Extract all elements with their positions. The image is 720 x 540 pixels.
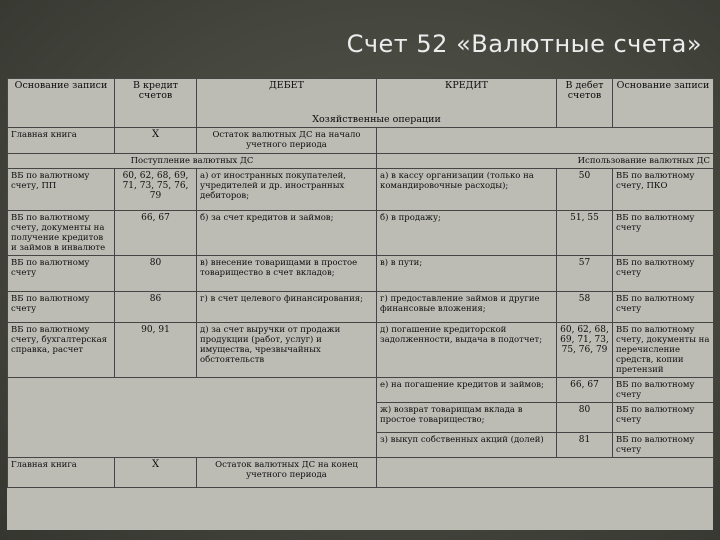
row-basis-left: ВБ по валютному счету bbox=[8, 255, 115, 291]
row-basis-right: ВБ по валютному счету bbox=[613, 210, 714, 255]
header-basis-right: Основание записи bbox=[613, 79, 714, 128]
row-accounts-right: 66, 67 bbox=[557, 377, 613, 402]
row-basis-right: ВБ по валютному счету bbox=[613, 402, 714, 432]
section-receipt: Поступление валютных ДС bbox=[8, 153, 377, 168]
table-row bbox=[8, 322, 714, 377]
account-table bbox=[7, 78, 713, 530]
row-accounts-right: 80 bbox=[557, 402, 613, 432]
row-basis-right: ВБ по валютному счету bbox=[613, 432, 714, 457]
row-credit-operation: е) на погашение кредитов и займов; bbox=[377, 377, 557, 402]
table-row bbox=[8, 168, 714, 210]
opening-text: Остаток валютных ДС на начало учетного периода bbox=[197, 127, 377, 153]
table-row bbox=[8, 291, 714, 322]
row-credit-operation: б) в продажу; bbox=[377, 210, 557, 255]
closing-accounts: Х bbox=[115, 457, 197, 487]
row-basis-left: ВБ по валютному счету, ПП bbox=[8, 168, 115, 210]
closing-basis: Главная книга bbox=[8, 457, 115, 487]
row-credit-operation: д) погашение кредиторской задолженности, выдача в подотчет; bbox=[377, 322, 557, 377]
row-accounts-left: 80 bbox=[115, 255, 197, 291]
row-accounts-right: 51, 55 bbox=[557, 210, 613, 255]
closing-text: Остаток валютных ДС на конец учетного периода bbox=[197, 457, 377, 487]
row-accounts-right: 57 bbox=[557, 255, 613, 291]
row-accounts-left: 60, 62, 68, 69, 71, 73, 75, 76, 79 bbox=[115, 168, 197, 210]
row-debit-operation: г) в счет целевого финансирования; bbox=[197, 291, 377, 322]
row-accounts-right: 81 bbox=[557, 432, 613, 457]
table-header-row bbox=[8, 79, 714, 113]
row-accounts-left: 66, 67 bbox=[115, 210, 197, 255]
header-basis-left: Основание записи bbox=[8, 79, 115, 128]
row-accounts-right: 50 bbox=[557, 168, 613, 210]
row-credit-operation: в) в пути; bbox=[377, 255, 557, 291]
row-credit-operation: г) предоставление займов и другие финансовые вложения; bbox=[377, 291, 557, 322]
slide-title: Счет 52 «Валютные счета» bbox=[346, 30, 702, 58]
row-basis-right: ВБ по валютному счету bbox=[613, 255, 714, 291]
row-debit-operation: в) внесение товарищами в простое товарищество в счет вкладов; bbox=[197, 255, 377, 291]
closing-balance-row bbox=[8, 457, 714, 487]
section-usage: Использование валютных ДС bbox=[377, 153, 714, 168]
row-credit-operation: а) в кассу организации (только на командировочные расходы); bbox=[377, 168, 557, 210]
row-basis-left: ВБ по валютному счету bbox=[8, 291, 115, 322]
header-operations: Хозяйственные операции bbox=[197, 113, 557, 128]
header-debit: ДЕБЕТ bbox=[197, 79, 377, 113]
header-debit-of-accounts: В дебет счетов bbox=[557, 79, 613, 128]
opening-balance-row bbox=[8, 127, 714, 153]
row-credit-operation: ж) возврат товарищам вклада в простое товарищество; bbox=[377, 402, 557, 432]
row-basis-right: ВБ по валютному счету bbox=[613, 291, 714, 322]
opening-basis: Главная книга bbox=[8, 127, 115, 153]
row-basis-right: ВБ по валютному счету, ПКО bbox=[613, 168, 714, 210]
row-basis-left: ВБ по валютному счету, документы на получение кредитов и займов в инвалюте bbox=[8, 210, 115, 255]
opening-accounts: Х bbox=[115, 127, 197, 153]
header-credit-of-accounts: В кредит счетов bbox=[115, 79, 197, 128]
header-credit: КРЕДИТ bbox=[377, 79, 557, 113]
row-debit-operation: б) за счет кредитов и займов; bbox=[197, 210, 377, 255]
row-basis-right: ВБ по валютному счету, документы на перечисление средств, копии претензий bbox=[613, 322, 714, 377]
section-row bbox=[8, 153, 714, 168]
table-row bbox=[8, 377, 714, 402]
row-debit-operation: д) за счет выручки от продажи продукции (работ, услуг) и имущества, чрезвычайных обстоятельств bbox=[197, 322, 377, 377]
row-accounts-left: 86 bbox=[115, 291, 197, 322]
table-row bbox=[8, 255, 714, 291]
table-row bbox=[8, 210, 714, 255]
row-basis-left: ВБ по валютному счету, бухгалтерская справка, расчет bbox=[8, 322, 115, 377]
row-basis-right: ВБ по валютному счету bbox=[613, 377, 714, 402]
row-accounts-left: 90, 91 bbox=[115, 322, 197, 377]
row-credit-operation: з) выкуп собственных акций (долей) bbox=[377, 432, 557, 457]
row-accounts-right: 60, 62, 68, 69, 71, 73, 75, 76, 79 bbox=[557, 322, 613, 377]
row-accounts-right: 58 bbox=[557, 291, 613, 322]
row-debit-operation: а) от иностранных покупателей, учредителей и др. иностранных дебиторов; bbox=[197, 168, 377, 210]
